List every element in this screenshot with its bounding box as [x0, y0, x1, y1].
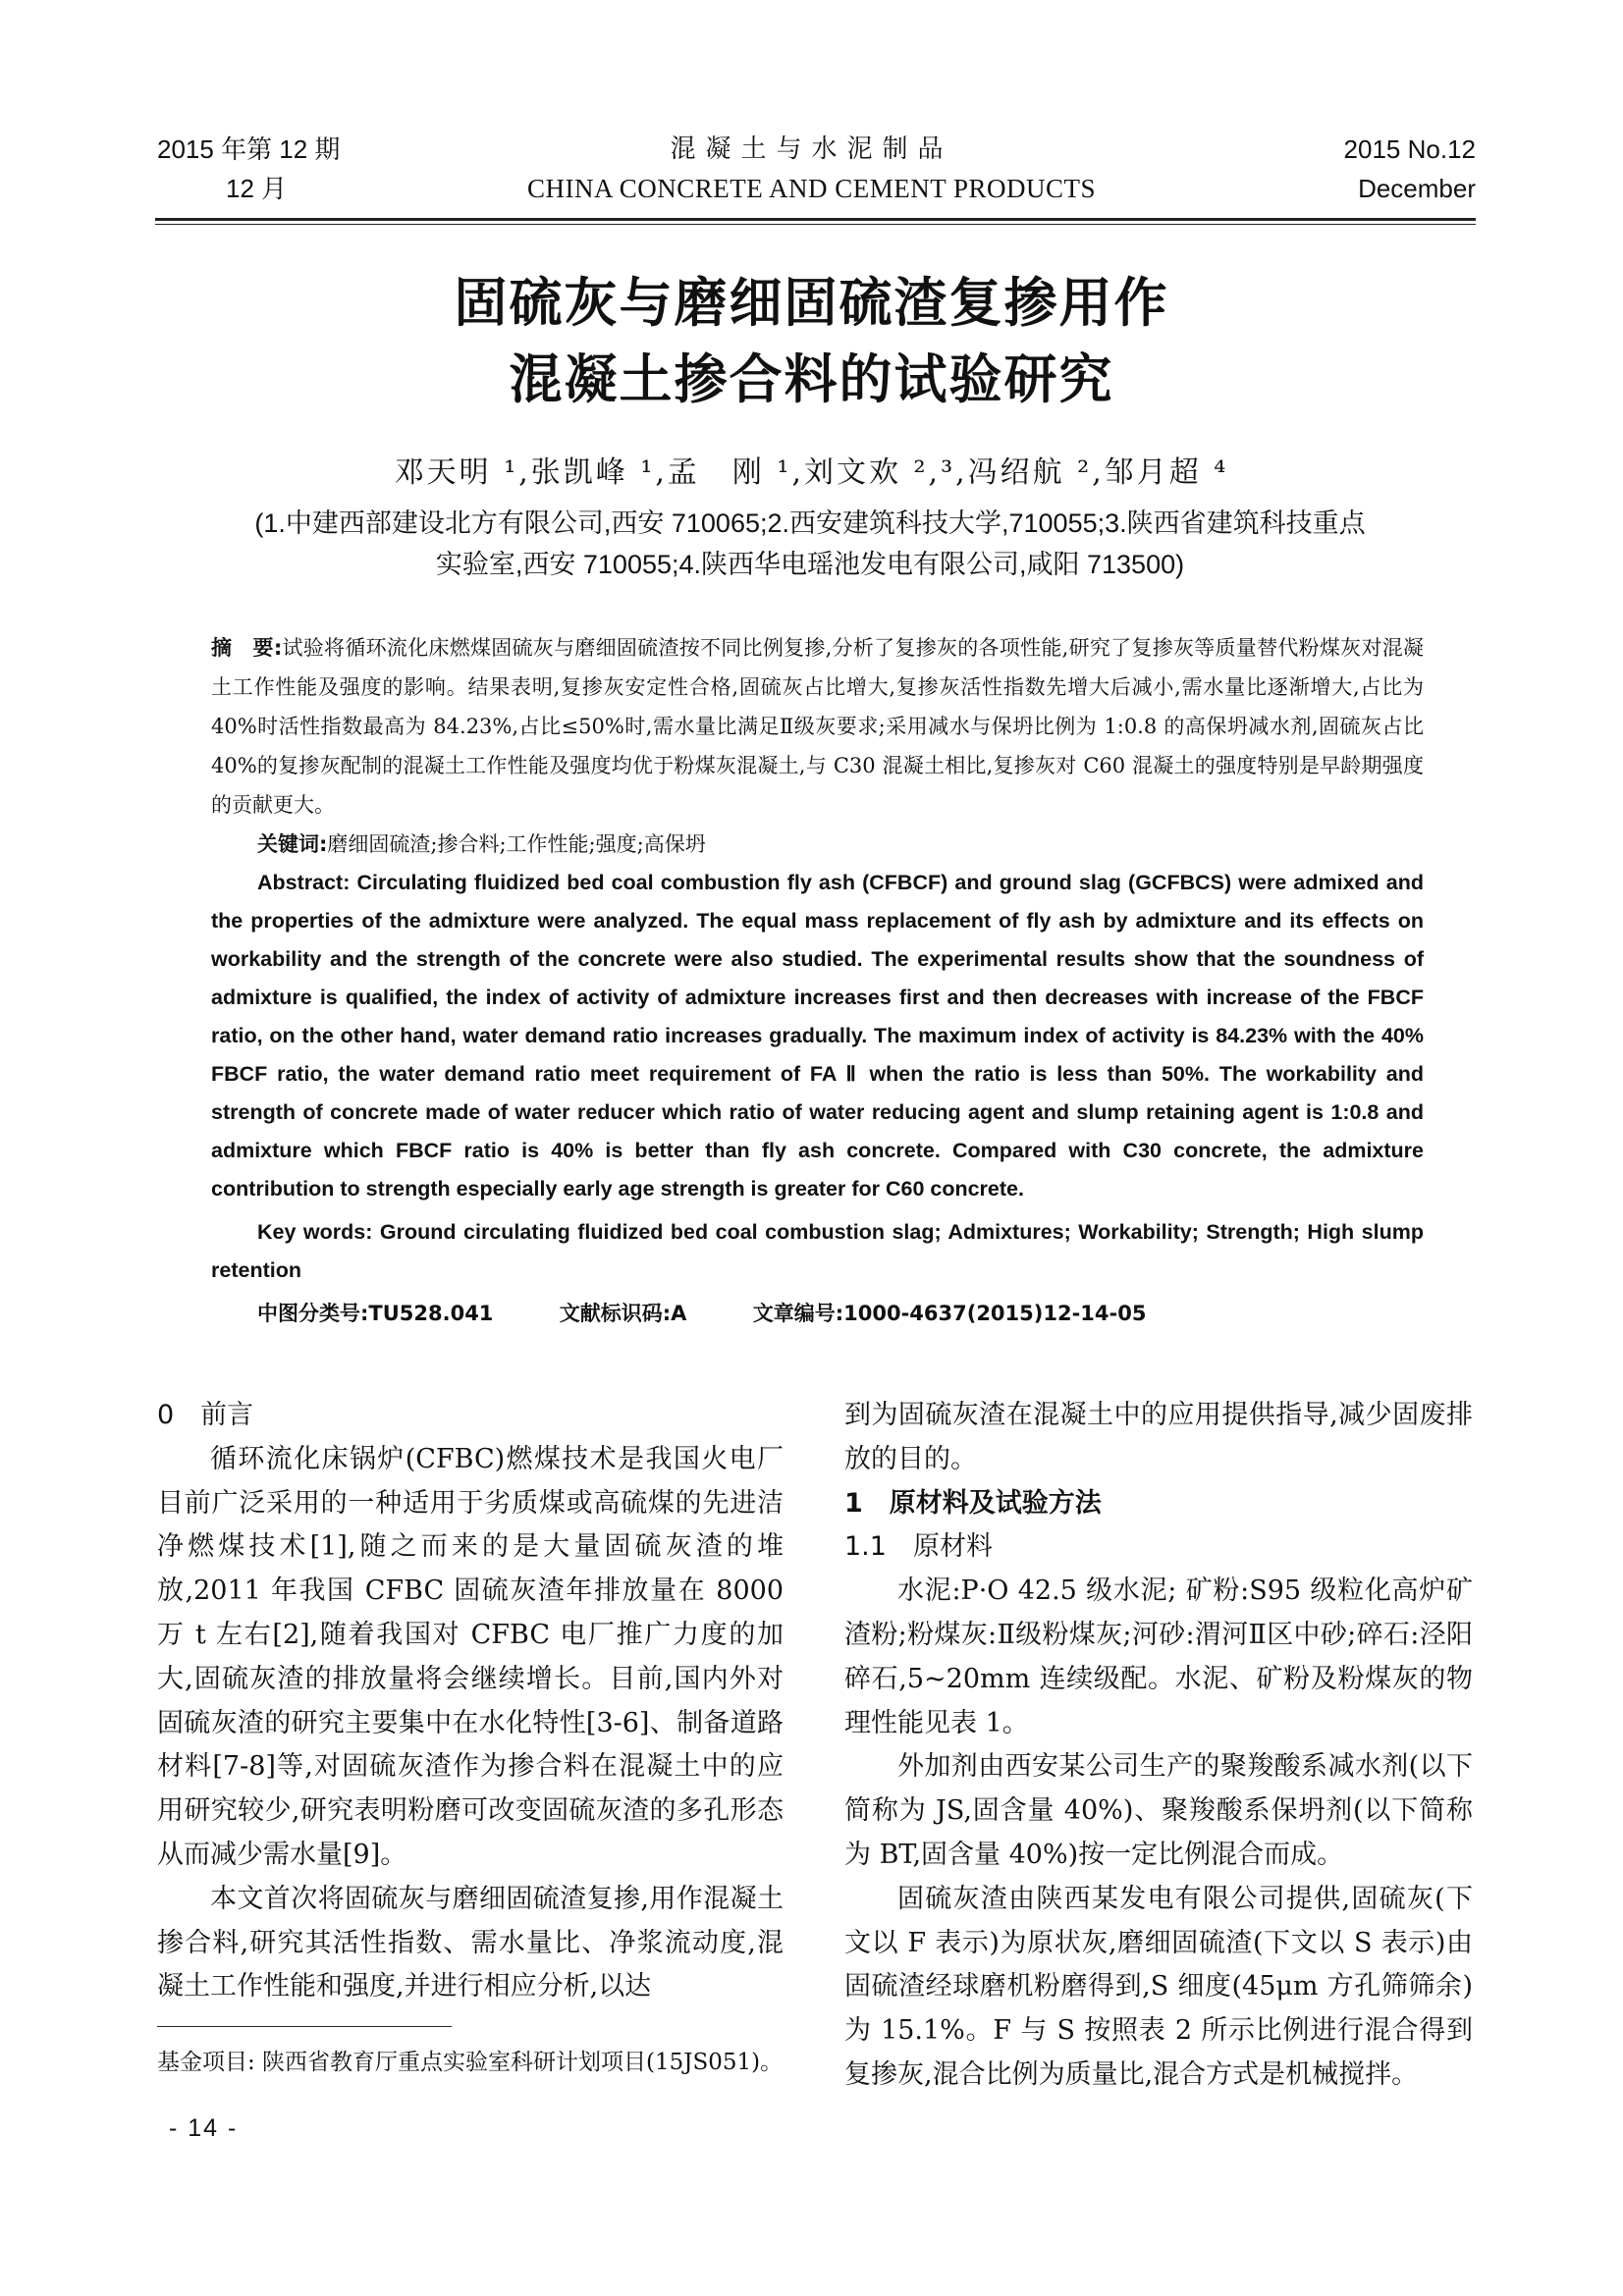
paragraph-admixture: 外加剂由西安某公司生产的聚羧酸系减水剂(以下简称为 JS,固含量 40%)、聚羧酸系保坍剂(以下简称为 BT,固含量 40%)按一定比例混合而成。	[844, 1751, 1473, 1870]
keywords-en: Key words: Ground circulating fluidized bed coal combustion slag; Admixtures; Workability; Strength; High slump retention	[211, 1220, 1424, 1282]
keywords-cn-label: 关键词:	[257, 832, 328, 856]
issue-line: 2015 年第 12 期	[157, 134, 341, 164]
paragraph-ash-slag: 固硫灰渣由陕西某发电有限公司提供,固硫灰(下文以 F 表示)为原状灰,磨细固硫渣(下文以 S 表示)由固硫渣经球磨机粉磨得到,S 细度(45μm 方孔筛筛余)为 15.1%。F 与 S 按照表 2 所示比例进行混合得到复掺灰,混合比例为质量比,混合方式是机械搅拌。	[844, 1883, 1473, 2090]
body-column-left	[157, 1394, 784, 2009]
issue-number-en: 2015 No.12	[1343, 134, 1476, 164]
clc-number: 中图分类号:TU528.041	[257, 1302, 494, 1325]
keywords-cn-text: 磨细固硫渣;掺合料;工作性能;强度;高保坍	[327, 832, 706, 856]
paragraph-materials: 水泥:P·O 42.5 级水泥; 矿粉:S95 级粒化高炉矿渣粉;粉煤灰:Ⅱ级粉煤灰;河砂:渭河Ⅱ区中砂;碎石:泾阳碎石,5~20mm 连续级配。水泥、矿粉及粉煤灰的物理性能见表 1。	[844, 1575, 1473, 1738]
paragraph-intro-2-continued: 到为固硫灰渣在混凝土中的应用提供指导,减少固废排放的目的。	[844, 1400, 1473, 1474]
article-number: 文章编号:1000-4637(2015)12-14-05	[752, 1302, 1147, 1325]
document-code: 文献标识码:A	[559, 1302, 687, 1325]
subsection-heading-1-1: 1.1 原材料	[844, 1531, 993, 1563]
header-rule-thin	[155, 224, 1476, 225]
abstract-cn-label: 摘 要:	[211, 636, 283, 660]
funding-note: 基金项目: 陕西省教育厅重点实验室科研计划项目(15JS051)。	[157, 2050, 784, 2075]
issue-month-en: December	[1358, 174, 1476, 203]
journal-title-cn: 混凝土与水泥制品	[670, 134, 953, 164]
classification-line	[257, 1294, 1205, 1333]
abstract-en: Abstract: Circulating fluidized bed coal combustion fly ash (CFBCF) and ground slag (GCFBCS) were admixed and the properties of the admixture were analyzed. The equal mass replacement of fly ash by admixture and its effects on workability and the strength of the concrete were also studied. The experimental results show that the soundness of admixture is qualified, the index of activity of admixture increases first and then decreases with increase of the FBCF ratio, on the other hand, water demand ratio increases gradually. The maximum index of activity is 84.23% with the 40% FBCF ratio, the water demand ratio meet requirement of FA Ⅱ when the ratio is less than 50%. The workability and strength of concrete made of water reducer which ratio of water reducing agent and slump retaining agent is 1:0.8 and admixture which FBCF ratio is 40% is better than fly ash concrete. Compared with C30 concrete, the admixture contribution to strength especially early age strength is greater for C60 concrete.	[211, 871, 1424, 1201]
footnote-rule	[157, 2026, 452, 2027]
body-column-right	[844, 1394, 1473, 2098]
header-rule	[155, 218, 1476, 221]
title-line-1: 固硫灰与磨细固硫渣复掺用作	[454, 272, 1169, 334]
paper-title	[0, 265, 1623, 418]
author-list: 邓天明 ¹,张凯峰 ¹,孟 刚 ¹,刘文欢 ²,³,冯绍航 ²,邹月超 ⁴	[394, 455, 1229, 490]
abstract-cn	[211, 628, 1424, 825]
title-line-2: 混凝土掺合料的试验研究	[509, 348, 1114, 410]
affiliation-line-1: (1.中建西部建设北方有限公司,西安 710065;2.西安建筑科技大学,710055;3.陕西省建筑科技重点	[254, 508, 1366, 538]
journal-title-en: CHINA CONCRETE AND CEMENT PRODUCTS	[526, 174, 1097, 203]
paragraph-intro-2: 本文首次将固硫灰与磨细固硫渣复掺,用作混凝土掺合料,研究其活性指数、需水量比、净浆流动度,混凝土工作性能和强度,并进行相应分析,以达	[157, 1883, 784, 2002]
journal-issue	[157, 130, 340, 208]
abstract-cn-text: 试验将循环流化床燃煤固硫灰与磨细固硫渣按不同比例复掺,分析了复掺灰的各项性能,研究了复掺灰等质量替代粉煤灰对混凝土工作性能及强度的影响。结果表明,复掺灰安定性合格,固硫灰占比增大,复掺灰活性指数先增大后减小,需水量比逐渐增大,占比为 40%时活性指数最高为 84.23%,占比≤50%时,需水量比满足Ⅱ级灰要求;采用减水与保坍比例为 1:0.8 的高保坍减水剂,固硫灰占比 40%的复掺灰配制的混凝土工作性能及强度均优于粉煤灰混凝土,与 C30 混凝土相比,复掺灰对 C60 混凝土的强度特别是早龄期强度的贡献更大。	[211, 636, 1424, 817]
journal-title	[491, 130, 1132, 208]
paragraph-intro-1: 循环流化床锅炉(CFBC)燃煤技术是我国火电厂目前广泛采用的一种适用于劣质煤或高硫煤的先进洁净燃煤技术[1],随之而来的是大量固硫灰渣的堆放,2011 年我国 CFBC 固硫灰渣年排放量在 8000 万 t 左右[2],随着我国对 CFBC 电厂推广力度的加大,固硫灰渣的排放量将会继续增长。目前,国内外对固硫灰渣的研究主要集中在水化特性[3-6]、制备道路材料[7-8]等,对固硫灰渣作为掺合料在混凝土中的应用研究较少,研究表明粉磨可改变固硫灰渣的多孔形态从而减少需水量[9]。	[157, 1443, 784, 1870]
section-heading-1: 1 原材料及试验方法	[844, 1487, 1102, 1519]
section-heading-0: 0 前言	[157, 1400, 254, 1430]
page-number: - 14 -	[169, 2114, 239, 2142]
keywords-cn	[257, 825, 1426, 864]
journal-issue-en	[1344, 130, 1476, 208]
issue-month: 12 月	[226, 174, 288, 203]
affiliations	[196, 503, 1424, 585]
affiliation-line-2: 实验室,西安 710055;4.陕西华电瑶池发电有限公司,咸阳 713500)	[435, 550, 1185, 579]
